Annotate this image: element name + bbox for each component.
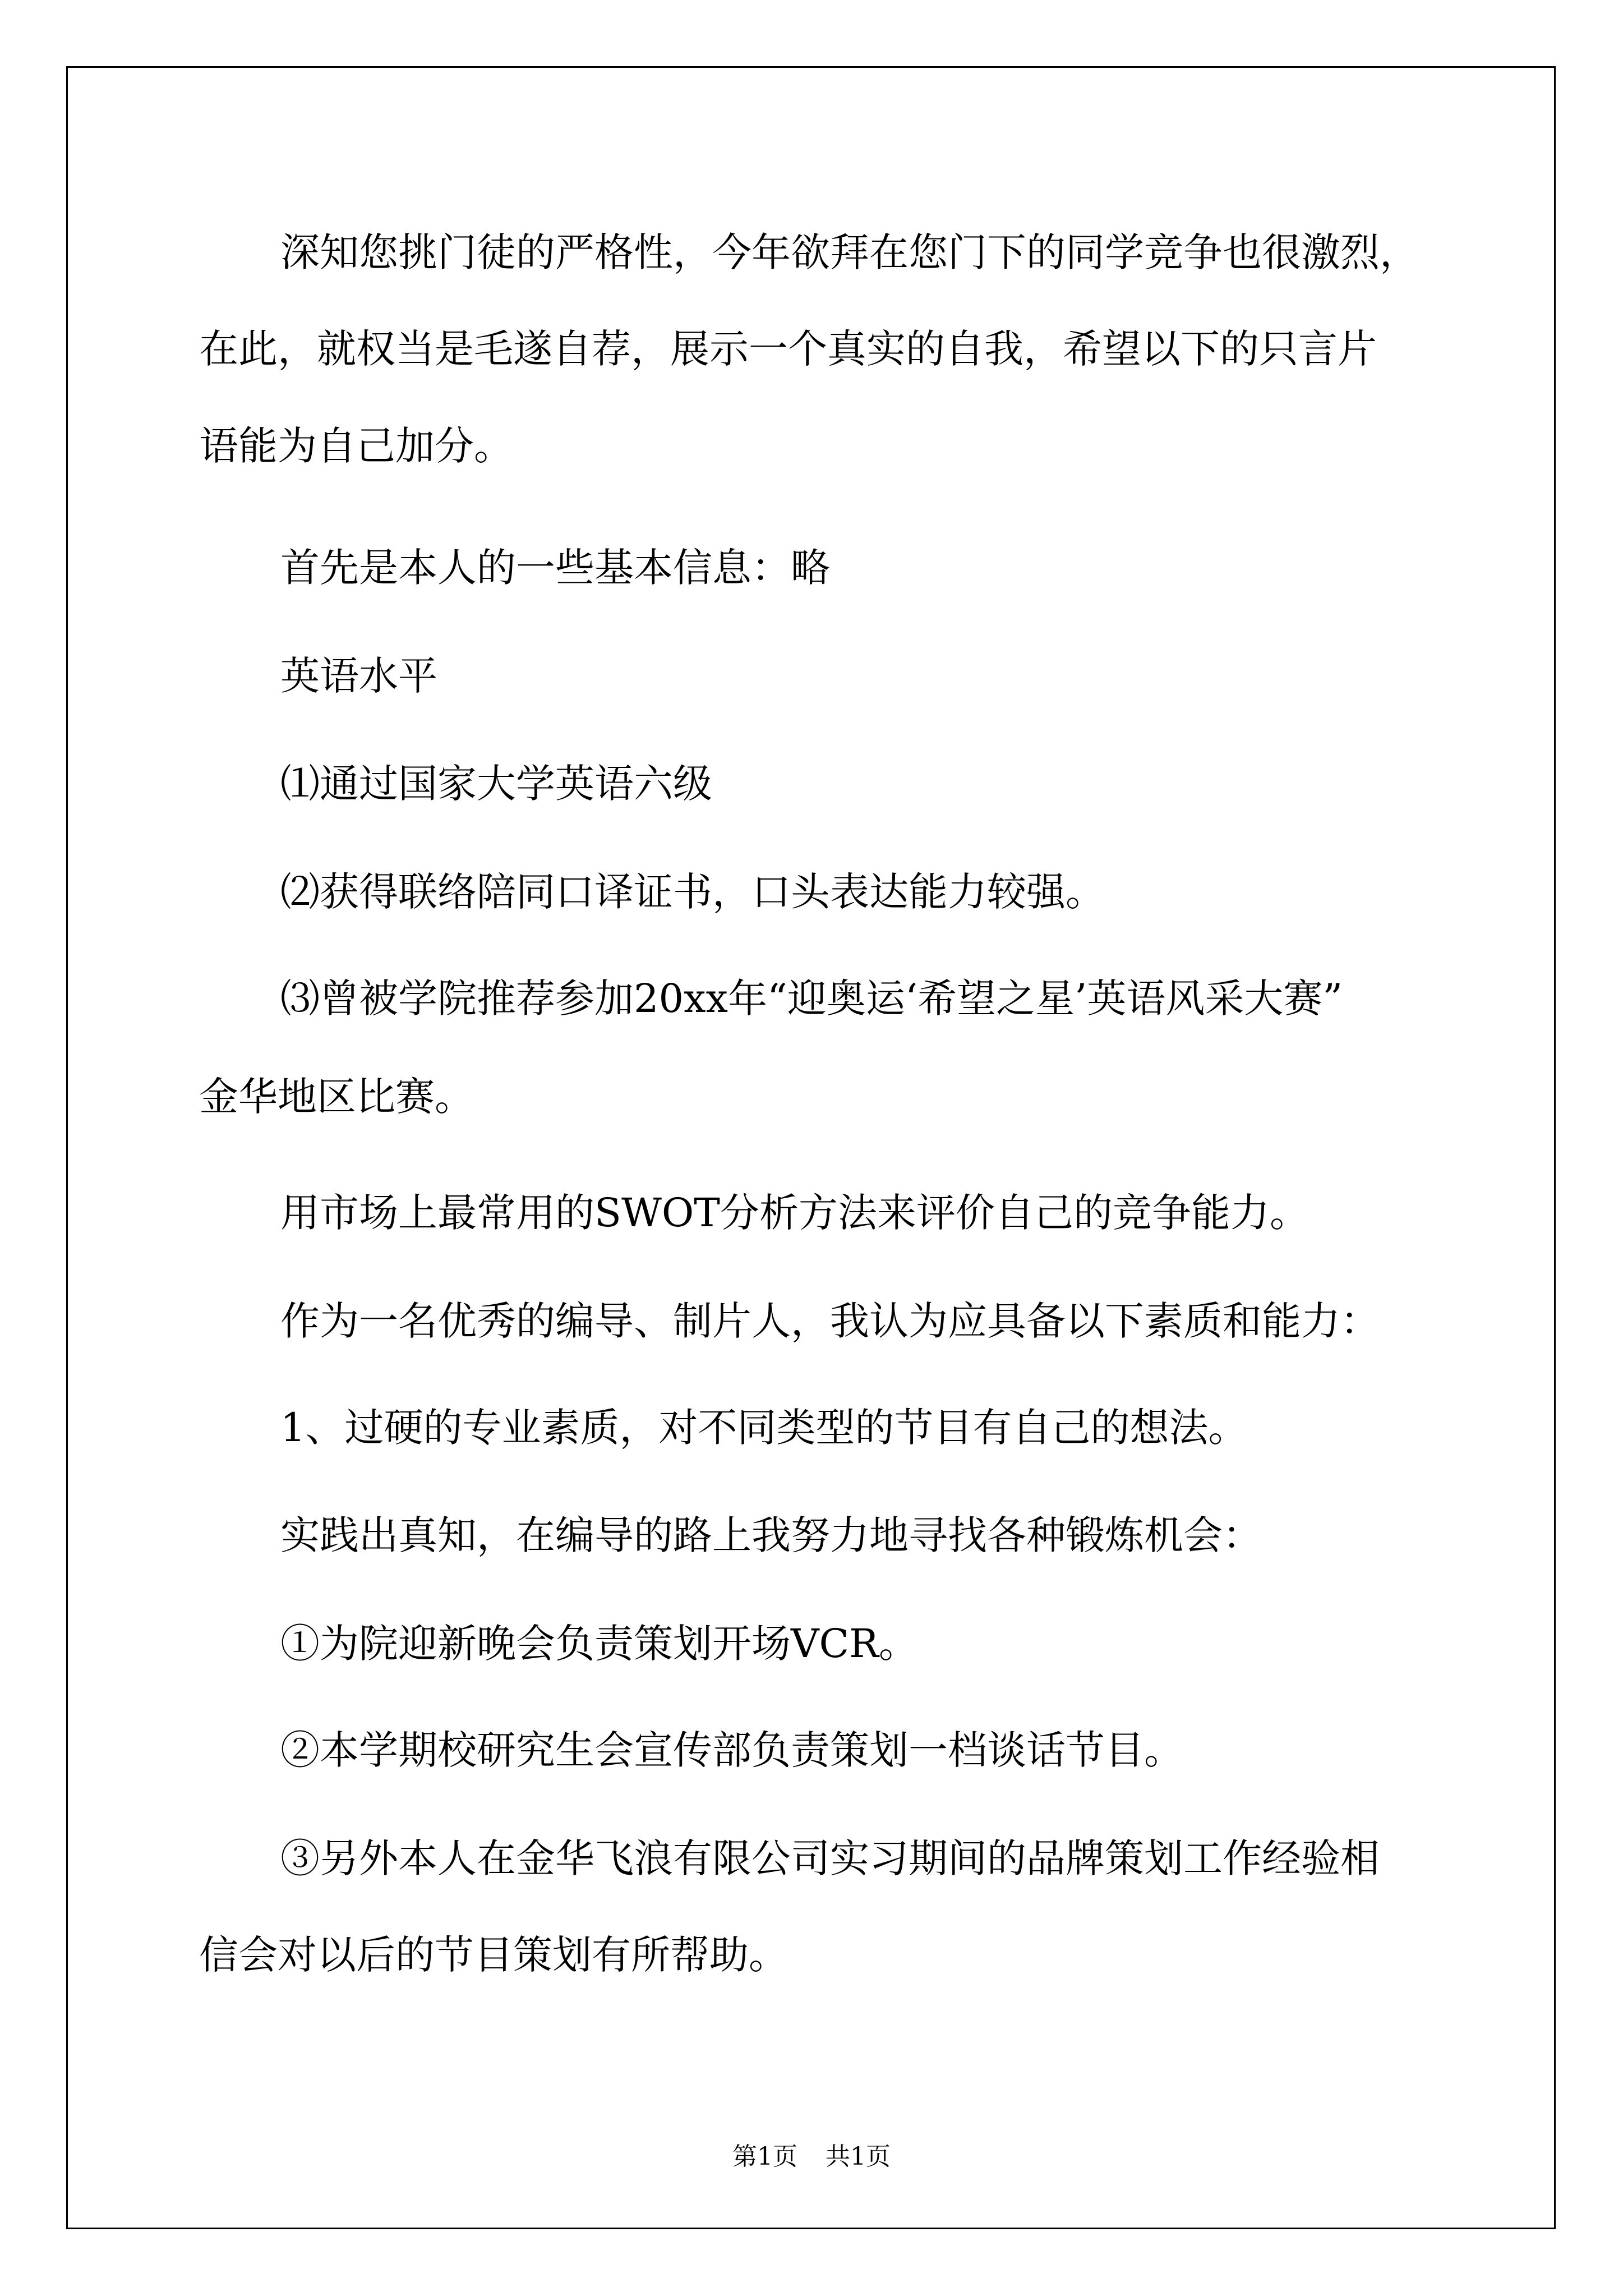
paragraph-line: 1、过硬的专业素质，对不同类型的节目有自己的想法。	[280, 1405, 1248, 1451]
paragraph-line: ⑵获得联络陪同口译证书，口头表达能力较强。	[280, 869, 1105, 915]
paragraph-line: 金华地区比赛。	[199, 1074, 474, 1120]
paragraph-line: ①为院迎新晚会负责策划开场VCR。	[280, 1621, 918, 1667]
paragraph-line: 英语水平	[280, 653, 437, 699]
paragraph-line: 深知您挑门徒的严格性，今年欲拜在您门下的同学竞争也很激烈，	[280, 229, 1419, 275]
page-border	[66, 66, 1556, 2229]
paragraph-line: 在此，就权当是毛遂自荐，展示一个真实的自我，希望以下的只言片	[199, 326, 1377, 372]
paragraph-line: ⑴通过国家大学英语六级	[280, 761, 712, 807]
paragraph-line: 用市场上最常用的SWOT分析方法来评价自己的竞争能力。	[280, 1190, 1309, 1236]
page-number: 第1页	[732, 2142, 797, 2171]
paragraph-line: 首先是本人的一些基本信息：略	[280, 545, 830, 591]
page-footer	[0, 2140, 1623, 2174]
paragraph-line: ⑶曾被学院推荐参加20xx年“迎奥运‘希望之星’英语风采大赛”	[280, 976, 1343, 1022]
paragraph-line: 信会对以后的节目策划有所帮助。	[199, 1932, 788, 1978]
paragraph-line: ③另外本人在金华飞浪有限公司实习期间的品牌策划工作经验相	[280, 1835, 1380, 1881]
paragraph-line: 作为一名优秀的编导、制片人，我认为应具备以下素质和能力：	[280, 1298, 1380, 1344]
page-total: 共1页	[826, 2142, 891, 2171]
paragraph-line: 实践出真知，在编导的路上我努力地寻找各种锻炼机会：	[280, 1512, 1262, 1558]
paragraph-line: 语能为自己加分。	[199, 423, 513, 469]
paragraph-line: ②本学期校研究生会宣传部负责策划一档谈话节目。	[280, 1727, 1183, 1773]
